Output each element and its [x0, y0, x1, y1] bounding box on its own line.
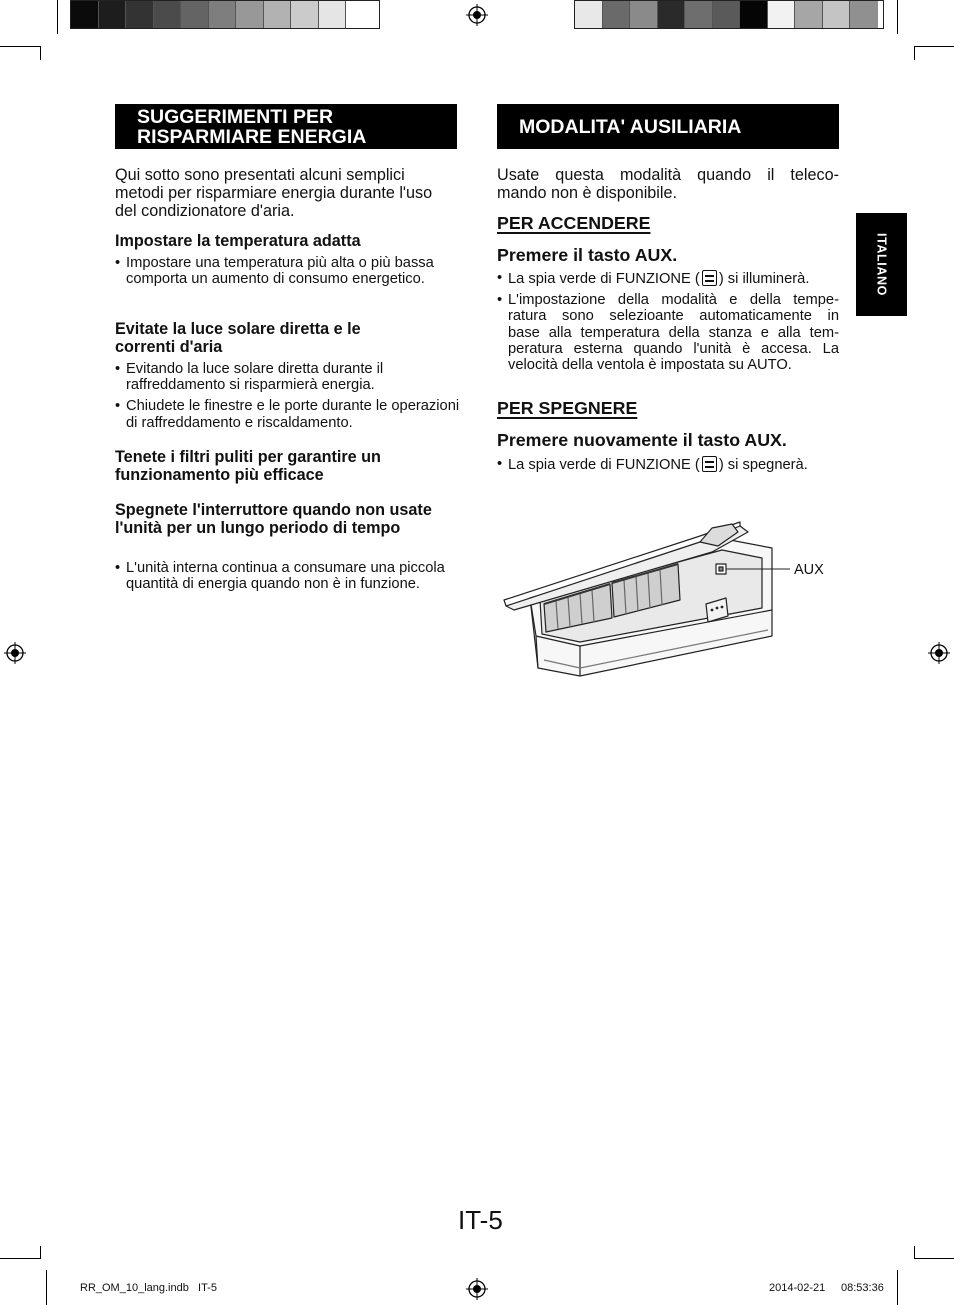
- bullet-item: [497, 270, 839, 287]
- color-swatch: [181, 1, 209, 28]
- intro-line: mando non è disponibile.: [497, 184, 677, 202]
- color-swatch: [71, 1, 99, 28]
- color-swatch: [209, 1, 237, 28]
- tip-bullets: [115, 560, 445, 597]
- tip-title: Tenete i filtri puliti per garantire un funzionamento più efficace: [115, 448, 381, 484]
- bullet-item: • L'unità interna continua a consumare una piccola quantità di energia quando non è in funzione.: [115, 560, 445, 592]
- color-swatch: [99, 1, 127, 28]
- color-swatch: [575, 1, 603, 28]
- color-swatch: [630, 1, 658, 28]
- color-swatch: [291, 1, 319, 28]
- registration-mark-icon: [466, 4, 488, 26]
- bullet-text: ) si illuminerà.: [718, 271, 810, 287]
- page-number: IT-5: [458, 1205, 503, 1235]
- air-conditioner-illustration: [500, 518, 840, 683]
- turn-off-bullets: [497, 456, 839, 478]
- color-swatch: [658, 1, 686, 28]
- footer-time: 08:53:36: [841, 1282, 884, 1294]
- footer-file: RR_OM_10_lang.indb IT-5: [80, 1282, 217, 1294]
- color-swatch: [346, 1, 374, 28]
- bullet-line: base alla temperatura della stanza e alla tem-: [508, 324, 839, 341]
- tip-bullets: [115, 255, 435, 292]
- intro-line: Usate questa modalità quando il teleco-: [497, 166, 839, 184]
- section-header-aux-mode: MODALITA' AUSILIARIA: [497, 104, 839, 149]
- color-swatch: [768, 1, 796, 28]
- heading-turn-on: PER ACCENDERE: [497, 213, 651, 233]
- section-header-energy-tips: [115, 104, 457, 149]
- color-swatch: [795, 1, 823, 28]
- instruction-turn-off: Premere nuovamente il tasto AUX.: [497, 430, 787, 450]
- instruction-turn-on: Premere il tasto AUX.: [497, 245, 678, 265]
- bullet-line: ratura sono selezioante automaticamente in: [508, 308, 839, 325]
- color-swatch: [319, 1, 347, 28]
- turn-on-bullets: [497, 270, 839, 378]
- bullet-text: ) si spegnerà.: [718, 457, 808, 473]
- language-tab-label: ITALIANO: [874, 233, 889, 296]
- color-swatch: [264, 1, 292, 28]
- tip-title: Evitate la luce solare diretta e le correnti d'aria: [115, 320, 361, 356]
- color-bar-right: [574, 0, 884, 29]
- function-lamp-icon: [702, 270, 717, 286]
- bullet-line: • L'impostazione della modalità e della tempe-: [508, 292, 839, 309]
- bullet-line: peratura esterna quando l'unità è accesa. La: [508, 340, 839, 357]
- color-swatch: [236, 1, 264, 28]
- language-tab: [856, 213, 907, 316]
- registration-mark-icon: [4, 642, 26, 664]
- color-swatch: [154, 1, 182, 28]
- color-swatch: [685, 1, 713, 28]
- tip-title: Impostare la temperatura adatta: [115, 232, 361, 250]
- color-swatch: [850, 1, 878, 28]
- function-lamp-icon: [702, 456, 717, 472]
- bullet-item: [497, 292, 839, 373]
- bullet-text: La spia verde di FUNZIONE (: [508, 271, 700, 287]
- bullet-item: • Impostare una temperatura più alta o più bassa comporta un aumento di consumo energetico.: [115, 255, 435, 287]
- color-swatch: [603, 1, 631, 28]
- color-swatch: [823, 1, 851, 28]
- bullet-text: La spia verde di FUNZIONE (: [508, 457, 700, 473]
- bullet-line: velocità della ventola è impostata su AUTO.: [508, 357, 792, 374]
- tip-title: Spegnete l'interruttore quando non usate l'unità per un lungo periodo di tempo: [115, 501, 432, 537]
- color-swatch: [126, 1, 154, 28]
- registration-mark-icon: [466, 1278, 488, 1300]
- color-swatch: [740, 1, 768, 28]
- color-swatch: [713, 1, 741, 28]
- registration-mark-icon: [928, 642, 950, 664]
- intro-paragraph: Qui sotto sono presentati alcuni semplici metodi per risparmiare energia durante l'uso del condizionatore d'aria.: [115, 166, 433, 220]
- header-line: SUGGERIMENTI PER: [137, 105, 334, 128]
- aux-intro: [497, 166, 839, 202]
- color-bar-left: [70, 0, 380, 29]
- bullet-item: [497, 456, 839, 473]
- bullet-item: • Evitando la luce solare diretta durante il raffreddamento si risparmierà energia.: [115, 361, 416, 393]
- tip-bullets: [115, 361, 460, 436]
- heading-turn-off: PER SPEGNERE: [497, 398, 638, 418]
- aux-label: AUX: [794, 562, 824, 578]
- bullet-item: • Chiudete le finestre e le porte durante le operazioni di raffreddamento e riscaldamento.: [115, 398, 460, 430]
- footer-date: 2014-02-21: [769, 1282, 826, 1294]
- header-line: RISPARMIARE ENERGIA: [137, 125, 367, 148]
